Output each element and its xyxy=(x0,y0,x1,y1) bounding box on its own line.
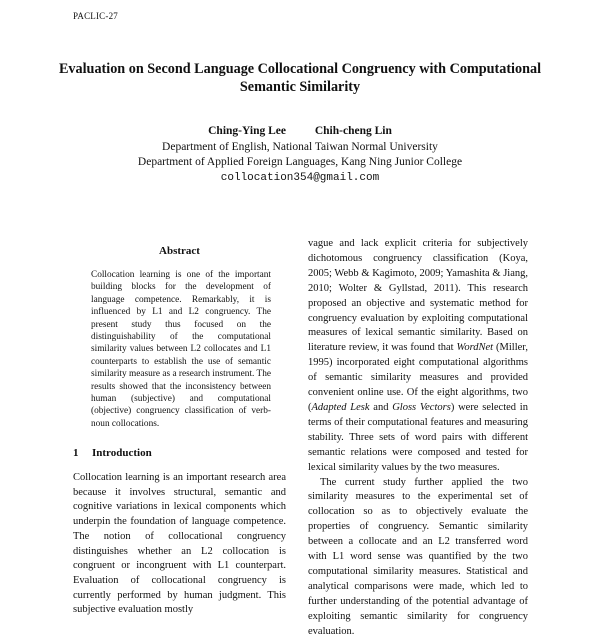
affiliation: Department of English, National Taiwan Normal University xyxy=(0,140,600,155)
body-text: vague and lack explicit criteria for subjectively dichotomous congruency classification (Koya, 2005; Webb & Kagimoto, 2009; Yamashita & Jiang, 2010; Wolter & Gyllstad, 2011). This research proposed an objective and systematic method for congruency evaluation by exploiting computational measures of lexical semantic similarity. Based on literature review, it was found that xyxy=(308,238,528,353)
section-title: Introduction xyxy=(92,447,152,459)
section-number: 1 xyxy=(73,447,92,459)
gloss-vectors-term: Gloss Vectors xyxy=(392,402,451,413)
abstract-heading: Abstract xyxy=(73,245,286,257)
conference-tag: PACLIC-27 xyxy=(73,11,118,21)
affiliation: Department of Applied Foreign Languages, Kang Ning Junior College xyxy=(0,155,600,170)
abstract-text: Collocation learning is one of the important building blocks for the development of language competence. Remarkably, it is influenced by L1 and L2 congruency. The present study thus focused on the distinguishability of the computational similarity values between L2 collocates and L1 counterparts to establish the use of semantic similarity measure as a research instrument. The results showed that the inconsistency between human (subjective) and computational (objective) congruency classification of verb-noun collocations. xyxy=(91,269,271,430)
introduction-text: Collocation learning is an important research area because it involves structural, semantic and cognitive variations in lexical components which underpin the foundation of language competence. The notion of collocational congruency distinguishes whether an L2 collocation is congruent or incongruent with L1 counterpart. Evaluation of collocational congruency is currently performed by human judgment. This subjective evaluation mostly xyxy=(73,471,286,618)
section-heading xyxy=(73,447,152,459)
left-column xyxy=(73,245,286,430)
body-paragraph: The current study further applied the two similarity measures to the experimental set of collocation so as to objectively evaluate the properties of congruency. Semantic similarity between a collocate and an L2 transferred word with L1 word sense was quantified by the two computational similarity measures. Statistical and analytical comparisons were made, which led to further understanding of the potential advantage of exploiting semantic similarity for congruency evaluation. xyxy=(308,476,528,639)
body-text: ) were selected in terms of their computational features and measuring stability. Three sets of word pairs with different semantic relations were composed and tested for lexical similarity values by the two measures. xyxy=(308,402,528,473)
author-name: Chih-cheng Lin xyxy=(315,125,392,137)
body-text: (Miller, 1995) incorporated eight computational algorithms of semantic similarity measures and provided convenient online use. Of the eight algorithms, two ( xyxy=(308,342,528,413)
wordnet-term: WordNet xyxy=(457,342,494,353)
paper-title: Evaluation on Second Language Collocational Congruency with Computational Semantic Similarity xyxy=(40,60,560,96)
author-name: Ching-Ying Lee xyxy=(208,125,286,137)
author-email: collocation354@gmail.com xyxy=(0,172,600,184)
body-paragraph xyxy=(308,237,528,476)
adapted-lesk-term: Adapted Lesk xyxy=(312,402,370,413)
body-text: and xyxy=(370,402,393,413)
right-column xyxy=(308,237,528,639)
author-list xyxy=(0,125,600,137)
